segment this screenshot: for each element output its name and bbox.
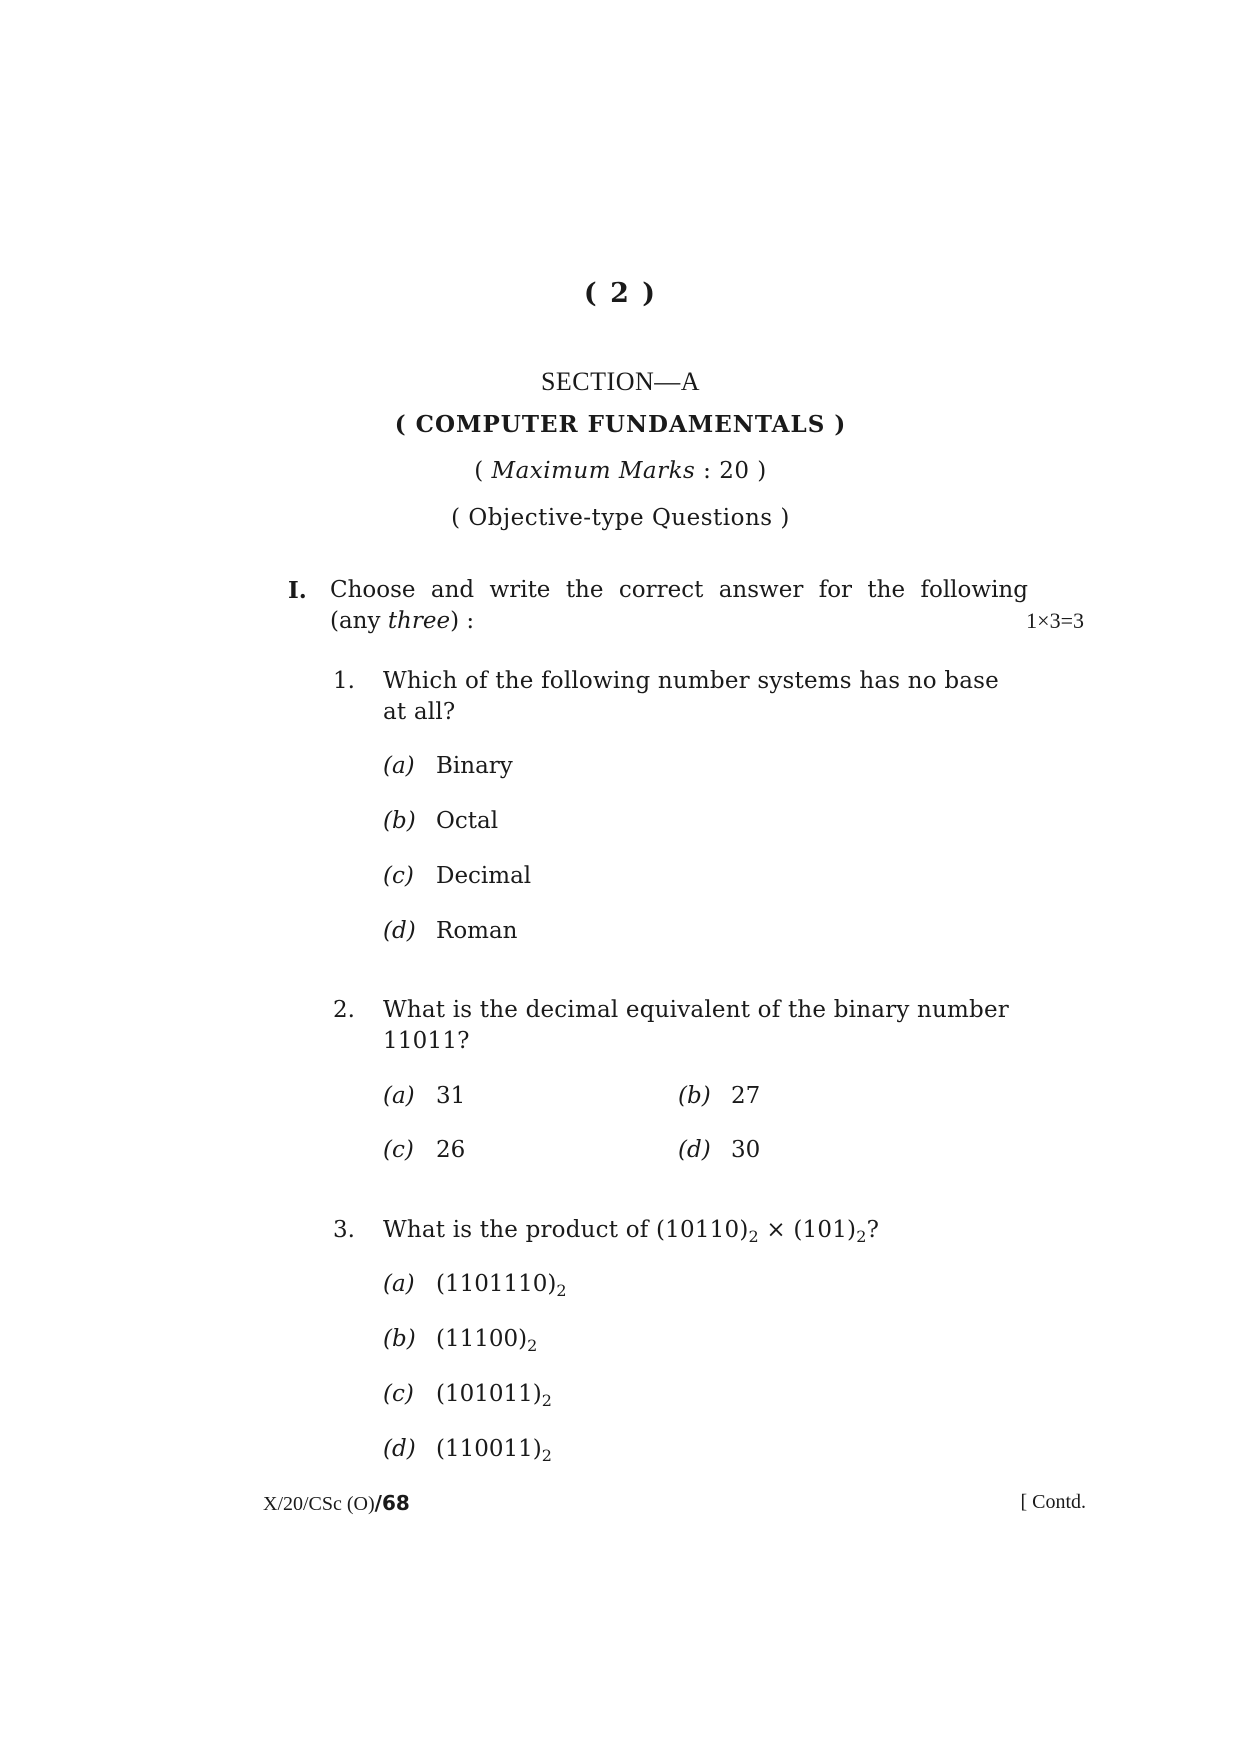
option-text [436,1326,538,1355]
q3-part2: × (101) [758,1217,857,1243]
option-label: (d) [678,1137,711,1163]
max-marks [0,458,1241,484]
option-text: Binary [436,753,513,779]
question-1-number: 1. [333,668,355,694]
option-label: (a) [383,1083,415,1109]
option-value: (101011) [436,1381,542,1407]
q3-part1: What is the product of (10110) [383,1217,749,1243]
option-text: 27 [731,1083,761,1109]
main-question-line1 [330,577,1028,603]
q3-part3: ? [866,1217,880,1243]
option-text: Octal [436,808,499,834]
option-base-sub: 2 [541,1446,552,1465]
line2-suffix: ) : [450,608,475,634]
question-3-text [383,1217,880,1246]
option-label: (b) [383,1326,416,1352]
main-question-number: I. [288,577,307,604]
question-type: ( Objective-type Questions ) [451,505,790,531]
option-text [436,1436,552,1465]
option-value: (110011) [436,1436,542,1462]
option-text [436,1381,552,1410]
max-marks-prefix: ( [474,458,492,484]
section-subtitle: ( COMPUTER FUNDAMENTALS ) [394,411,847,438]
word: the [565,577,604,603]
word: and [430,577,475,603]
question-3-number: 3. [333,1217,355,1243]
paper-code [263,1491,410,1516]
word: Choose [330,577,416,603]
max-marks-label: Maximum Marks [491,458,696,484]
page-number: ( 2 ) [583,278,658,309]
option-label: (c) [383,1137,414,1163]
option-label: (b) [678,1083,711,1109]
question-2-number: 2. [333,997,355,1023]
line2-prefix: (any [330,608,388,634]
line2-emph: three [387,608,451,634]
option-text: 31 [436,1083,466,1109]
option-text: 30 [731,1137,761,1163]
option-value: (1101110) [436,1271,557,1297]
word: following [920,577,1028,603]
q3-base-sub: 2 [748,1227,759,1246]
word: write [489,577,551,603]
option-text [436,1271,567,1300]
option-base-sub: 2 [527,1336,538,1355]
word: answer [718,577,804,603]
word: correct [618,577,704,603]
option-text: 26 [436,1137,466,1163]
q3-base-sub: 2 [856,1227,867,1246]
option-label: (a) [383,1271,415,1297]
option-label: (d) [383,918,416,944]
continued-marker: [ Contd. [1020,1491,1086,1513]
max-marks-suffix: : 20 ) [695,458,767,484]
question-2-line1: What is the decimal equivalent of the binary number [383,997,1009,1023]
word: the [867,577,906,603]
question-2-line2: 11011? [383,1028,470,1054]
paper-code-prefix: X/20/CSc (O) [263,1493,375,1515]
option-label: (c) [383,863,414,889]
option-label: (a) [383,753,415,779]
option-label: (c) [383,1381,414,1407]
word: for [818,577,853,603]
question-1-line1: Which of the following number systems has no base [383,668,999,694]
option-label: (d) [383,1436,416,1462]
section-heading: SECTION—A [540,367,701,396]
option-label: (b) [383,808,416,834]
option-base-sub: 2 [556,1281,567,1300]
main-question-line2 [330,608,474,634]
option-text: Decimal [436,863,532,889]
paper-code-number: /68 [374,1491,410,1515]
option-base-sub: 2 [541,1391,552,1410]
marks-allocation: 1×3=3 [1026,608,1084,633]
option-text: Roman [436,918,518,944]
question-1-line2: at all? [383,699,456,725]
option-value: (11100) [436,1326,528,1352]
